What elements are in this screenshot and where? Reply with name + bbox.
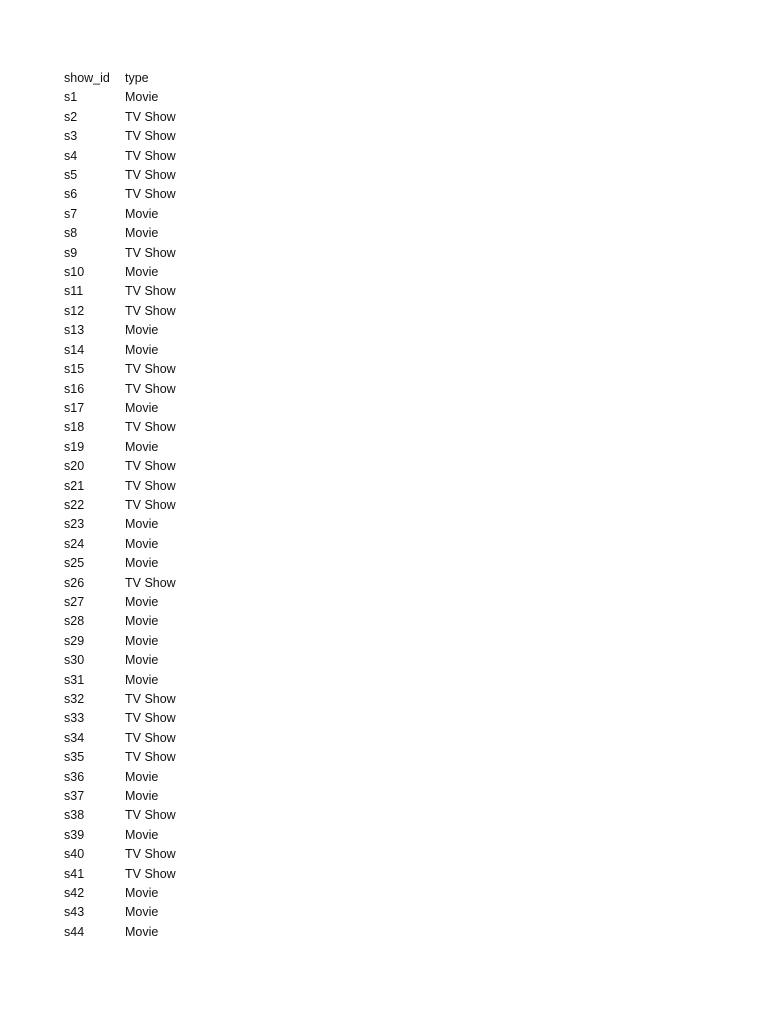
table-row xyxy=(64,438,215,457)
cell-show-id: s33 xyxy=(64,711,85,726)
cell-show-id: s15 xyxy=(64,362,85,377)
cell-type: TV Show xyxy=(125,168,176,183)
table-row xyxy=(64,884,215,903)
cell-show-id: s44 xyxy=(64,924,85,939)
table-row xyxy=(64,147,215,166)
table-row xyxy=(64,166,215,185)
table-row xyxy=(64,457,215,476)
table-row xyxy=(64,496,215,515)
cell-type: Movie xyxy=(125,633,159,648)
cell-show-id: s41 xyxy=(64,866,85,881)
table-row xyxy=(64,108,215,127)
table-row xyxy=(64,554,215,573)
cell-type: TV Show xyxy=(125,692,176,706)
cell-show-id: s24 xyxy=(64,536,85,551)
cell-show-id: s11 xyxy=(64,284,84,299)
cell-type: Movie xyxy=(125,536,159,551)
cell-show-id: s36 xyxy=(64,769,85,784)
cell-type: TV Show xyxy=(125,750,176,765)
header-show-id: show_id xyxy=(64,71,110,85)
table-row xyxy=(64,88,215,107)
cell-type: Movie xyxy=(125,90,159,105)
data-table xyxy=(64,69,215,942)
cell-show-id: s42 xyxy=(64,886,85,901)
table-row xyxy=(64,768,215,787)
table-row xyxy=(64,632,215,651)
table-row xyxy=(64,690,215,709)
table-row xyxy=(64,302,215,321)
table-row xyxy=(64,127,215,146)
cell-show-id: s20 xyxy=(64,459,85,474)
cell-type: TV Show xyxy=(125,459,176,474)
cell-show-id: s5 xyxy=(64,168,78,183)
table-row xyxy=(64,380,215,399)
cell-show-id: s12 xyxy=(64,303,85,318)
cell-type: TV Show xyxy=(125,245,176,260)
cell-show-id: s19 xyxy=(64,439,85,454)
cell-type: Movie xyxy=(125,323,159,338)
cell-show-id: s38 xyxy=(64,808,85,823)
cell-type: Movie xyxy=(125,265,159,280)
table-row xyxy=(64,574,215,593)
cell-show-id: s8 xyxy=(64,226,78,241)
cell-show-id: s7 xyxy=(64,206,78,221)
cell-show-id: s23 xyxy=(64,517,85,532)
cell-show-id: s43 xyxy=(64,905,85,920)
table-row xyxy=(64,244,215,263)
cell-type: Movie xyxy=(125,886,159,901)
cell-type: Movie xyxy=(125,517,159,532)
table-row xyxy=(64,321,215,340)
table-row xyxy=(64,399,215,418)
cell-type: Movie xyxy=(125,206,159,221)
cell-type: Movie xyxy=(125,226,159,241)
cell-show-id: s1 xyxy=(64,90,78,105)
cell-show-id: s31 xyxy=(64,672,85,687)
cell-show-id: s9 xyxy=(64,245,78,260)
cell-show-id: s27 xyxy=(64,594,85,609)
cell-type: TV Show xyxy=(125,381,176,396)
table-row xyxy=(64,224,215,243)
cell-type: Movie xyxy=(125,439,159,454)
header-type: type xyxy=(125,71,149,85)
table-body xyxy=(64,88,215,942)
cell-type: Movie xyxy=(125,556,159,571)
table-row xyxy=(64,593,215,612)
cell-type: TV Show xyxy=(125,420,176,435)
cell-show-id: s37 xyxy=(64,789,85,804)
cell-show-id: s28 xyxy=(64,614,85,629)
table-row xyxy=(64,418,215,437)
table-row xyxy=(64,806,215,825)
spreadsheet-page xyxy=(64,69,215,942)
table-row xyxy=(64,709,215,728)
cell-show-id: s29 xyxy=(64,633,85,648)
cell-show-id: s10 xyxy=(64,265,85,280)
cell-type: Movie xyxy=(125,594,159,609)
cell-show-id: s30 xyxy=(64,653,85,668)
cell-type: TV Show xyxy=(125,284,176,299)
cell-show-id: s32 xyxy=(64,692,85,706)
cell-show-id: s17 xyxy=(64,400,85,415)
table-row xyxy=(64,263,215,282)
cell-type: Movie xyxy=(125,653,159,668)
cell-show-id: s13 xyxy=(64,323,85,338)
cell-show-id: s39 xyxy=(64,827,85,842)
cell-type: TV Show xyxy=(125,497,176,512)
cell-type: Movie xyxy=(125,789,159,804)
cell-type: Movie xyxy=(125,905,159,920)
table-row xyxy=(64,651,215,670)
table-row xyxy=(64,282,215,301)
cell-type: Movie xyxy=(125,400,159,415)
table-row xyxy=(64,787,215,806)
cell-type: Movie xyxy=(125,342,159,357)
cell-type: TV Show xyxy=(125,148,176,163)
table-row xyxy=(64,477,215,496)
table-row xyxy=(64,612,215,631)
cell-show-id: s21 xyxy=(64,478,85,493)
table-row xyxy=(64,748,215,767)
header-row xyxy=(64,69,215,88)
cell-show-id: s26 xyxy=(64,575,85,590)
cell-type: TV Show xyxy=(125,730,176,745)
cell-type: Movie xyxy=(125,614,159,629)
cell-type: TV Show xyxy=(125,847,176,862)
cell-show-id: s35 xyxy=(64,750,85,765)
cell-type: TV Show xyxy=(125,187,176,202)
table-row xyxy=(64,729,215,748)
cell-type: Movie xyxy=(125,672,159,687)
cell-show-id: s25 xyxy=(64,556,85,571)
cell-show-id: s3 xyxy=(64,129,78,144)
table-row xyxy=(64,205,215,224)
table-row xyxy=(64,671,215,690)
cell-type: TV Show xyxy=(125,129,176,144)
cell-type: TV Show xyxy=(125,711,176,726)
cell-type: Movie xyxy=(125,827,159,842)
cell-show-id: s4 xyxy=(64,148,78,163)
cell-type: TV Show xyxy=(125,109,176,124)
cell-show-id: s40 xyxy=(64,847,85,862)
table-row xyxy=(64,341,215,360)
cell-show-id: s14 xyxy=(64,342,85,357)
cell-type: TV Show xyxy=(125,866,176,881)
cell-show-id: s6 xyxy=(64,187,78,202)
cell-show-id: s22 xyxy=(64,497,85,512)
table-row xyxy=(64,845,215,864)
table-row xyxy=(64,903,215,922)
table-row xyxy=(64,826,215,845)
cell-type: Movie xyxy=(125,924,159,939)
table-row xyxy=(64,185,215,204)
cell-show-id: s2 xyxy=(64,109,78,124)
cell-type: TV Show xyxy=(125,303,176,318)
table-row xyxy=(64,360,215,379)
cell-type: TV Show xyxy=(125,575,176,590)
table-row xyxy=(64,865,215,884)
cell-show-id: s34 xyxy=(64,730,85,745)
table-row xyxy=(64,515,215,534)
cell-show-id: s16 xyxy=(64,381,85,396)
table-row xyxy=(64,923,215,942)
cell-type: TV Show xyxy=(125,362,176,377)
cell-type: Movie xyxy=(125,769,159,784)
cell-show-id: s18 xyxy=(64,420,85,435)
table-row xyxy=(64,535,215,554)
cell-type: TV Show xyxy=(125,808,176,823)
cell-type: TV Show xyxy=(125,478,176,493)
